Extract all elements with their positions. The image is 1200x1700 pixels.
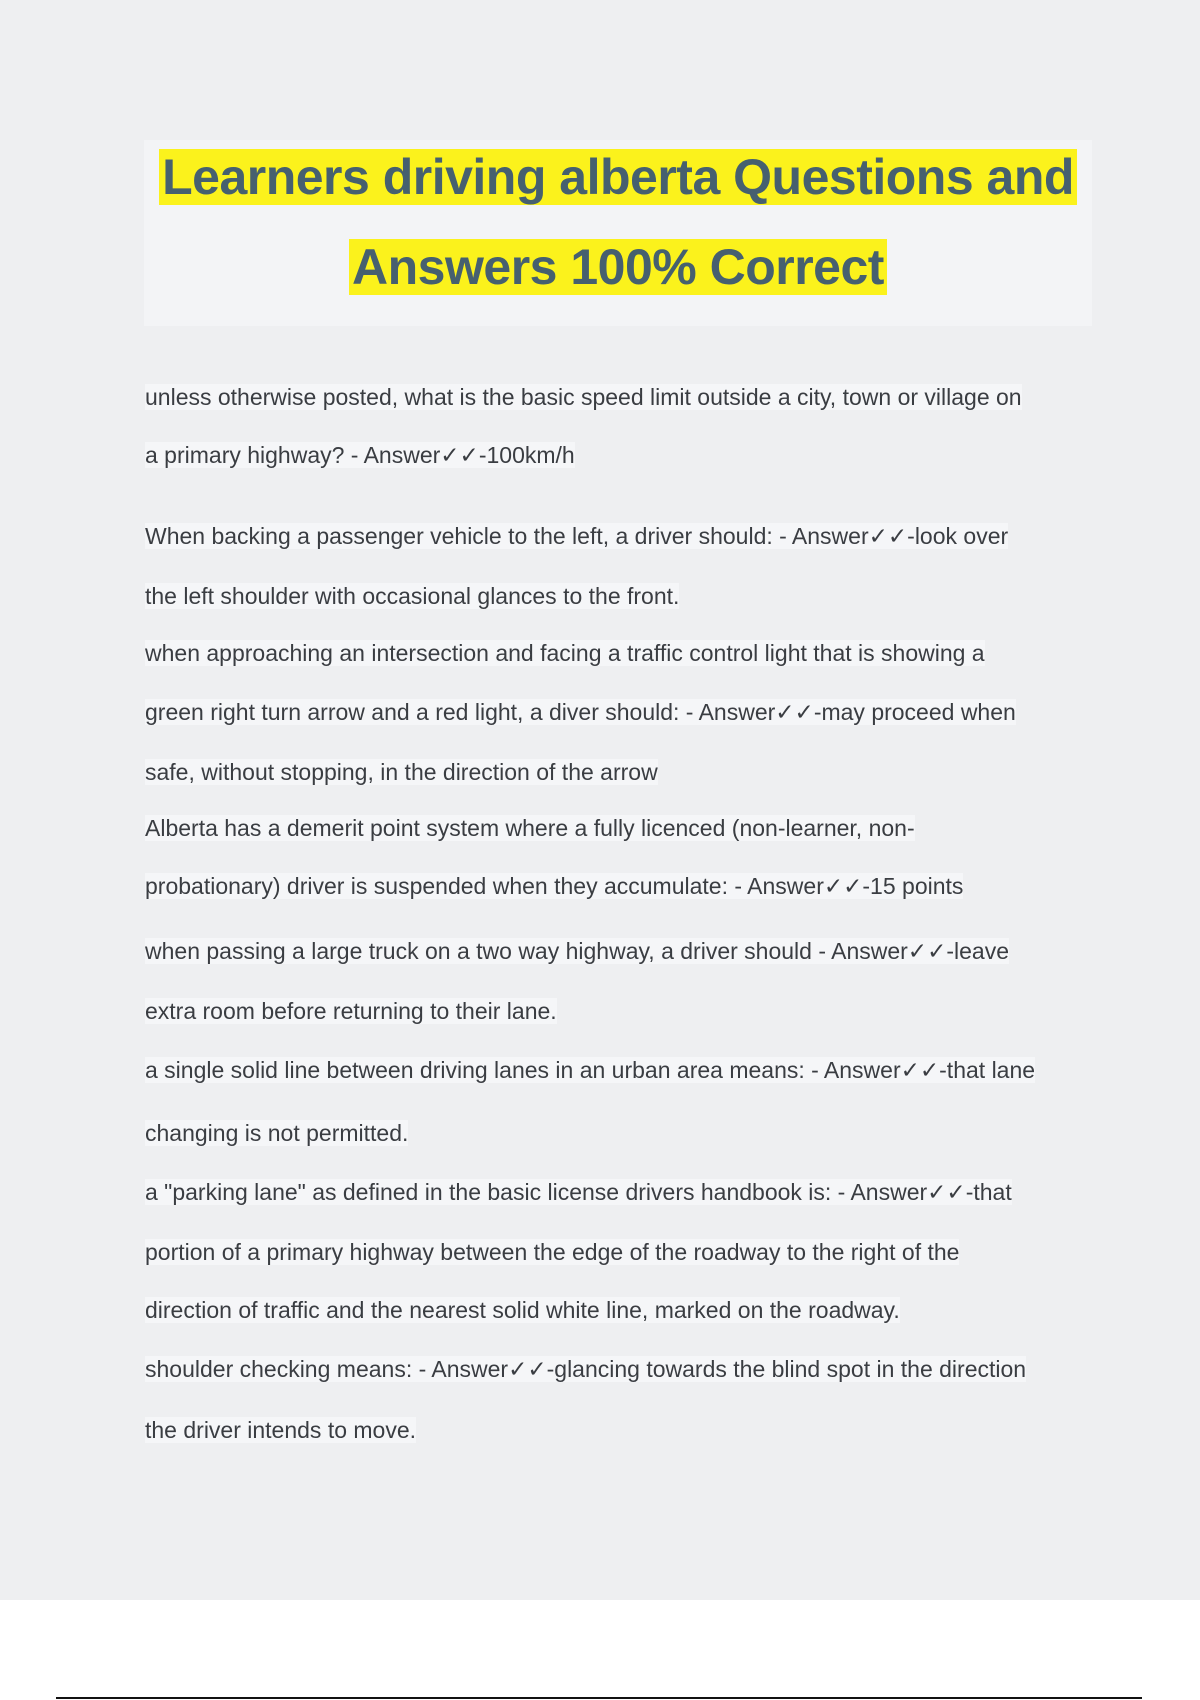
body-line: Alberta has a demerit point system where a fully licenced (non-learner, non- — [145, 815, 915, 841]
body-line: unless otherwise posted, what is the basic speed limit outside a city, town or village on — [145, 384, 1022, 410]
body-line: direction of traffic and the nearest solid white line, marked on the roadway. — [145, 1297, 900, 1323]
body-line: When backing a passenger vehicle to the left, a driver should: - Answer✓✓-look over — [145, 523, 1009, 549]
body-line: a single solid line between driving lanes in an urban area means: - Answer✓✓-that lane — [145, 1057, 1036, 1083]
body-line: a "parking lane" as defined in the basic license drivers handbook is: - Answer✓✓-that — [145, 1179, 1012, 1205]
body-line: shoulder checking means: - Answer✓✓-glancing towards the blind spot in the direction — [145, 1356, 1027, 1382]
body-line: green right turn arrow and a red light, a diver should: - Answer✓✓-may proceed when — [145, 699, 1016, 725]
body-line: a primary highway? - Answer✓✓-100km/h — [145, 442, 575, 468]
body-line: the driver intends to move. — [145, 1417, 417, 1443]
title-highlight-2: Answers 100% Correct — [349, 239, 887, 295]
body-line: the left shoulder with occasional glances to the front. — [145, 583, 680, 609]
body-line: changing is not permitted. — [145, 1120, 409, 1146]
title-line-1 — [144, 146, 1092, 208]
footer-divider — [56, 1697, 1142, 1699]
title-highlight-1: Learners driving alberta Questions and — [159, 149, 1077, 205]
title-line-2 — [144, 236, 1092, 298]
body-line: probationary) driver is suspended when they accumulate: - Answer✓✓-15 points — [145, 873, 964, 899]
title-block — [144, 140, 1092, 326]
body-line: portion of a primary highway between the edge of the roadway to the right of the — [145, 1239, 960, 1265]
body-line: when passing a large truck on a two way highway, a driver should - Answer✓✓-leave — [145, 938, 1009, 964]
body-line: extra room before returning to their lane. — [145, 998, 557, 1024]
body-line: when approaching an intersection and facing a traffic control light that is showing a — [145, 640, 985, 666]
body-line: safe, without stopping, in the direction of the arrow — [145, 759, 658, 785]
